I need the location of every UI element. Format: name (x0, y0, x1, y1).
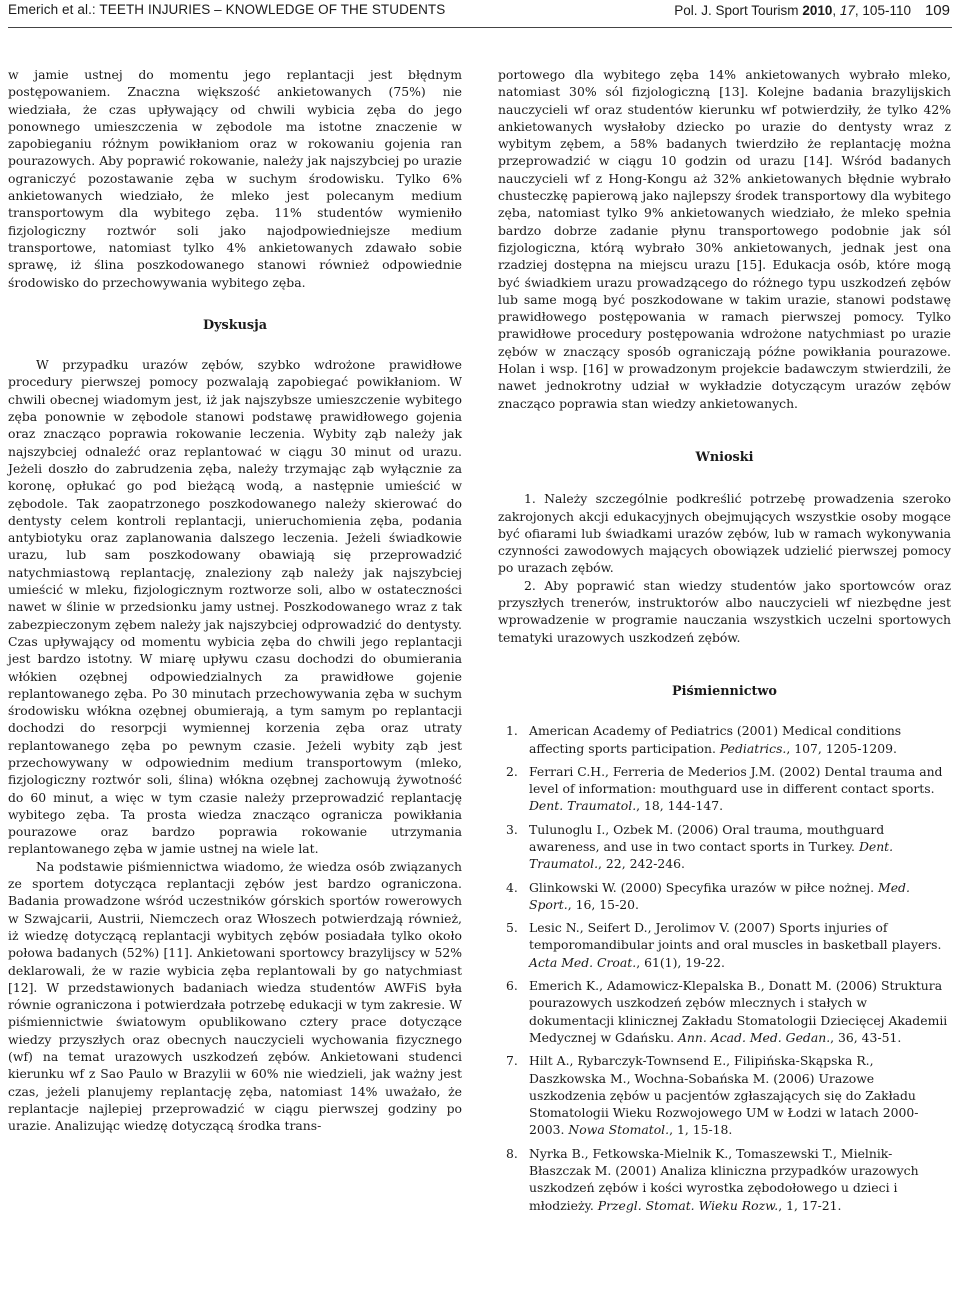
reference-item (498, 977, 951, 1046)
reference-details: , 16, 15-20. (567, 896, 639, 912)
journal-citation: Pol. J. Sport Tourism 2010, 17, 105-110 109 (674, 2, 950, 19)
reference-text: Hilt A., Rybarczyk-Townsend E., Filipińska-Skąpska R., Daszkowska M., Wochna-Sobańska M. (2006) Urazowe uszkodzenia zębów u pacjentów zgłaszających się do Zakładu Stomatologii Wieku Rozwojowego UM w Łodzi w latach 2000-2003. (529, 1053, 919, 1138)
reference-text: Emerich K., Adamowicz-Klepalska B., Donatt M. (2006) Struktura pourazowych uszkodzeń zębów mlecznych i stałych w dokumentacji klinicznej Zakładu Stomatologii Dziecięcej Akademii Medycznej w Gdańsku. (529, 978, 948, 1045)
reference-details: , 22, 242-246. (598, 856, 685, 872)
journal-name: Pol. J. Sport Tourism (674, 3, 799, 18)
reference-details: , 61(1), 19-22. (636, 954, 725, 970)
reference-details: , 1, 17-21. (778, 1197, 842, 1213)
running-title: Emerich et al.: TEETH INJURIES – KNOWLEDGE OF THE STUDENTS (8, 2, 446, 17)
reference-item (498, 879, 951, 914)
reference-item (498, 821, 951, 873)
reference-details: , 18, 144-147. (636, 798, 724, 814)
discussion-paragraph: W przypadku urazów zębów, szybko wdrożone prawidłowe procedury pierwszej pomocy pozwalają zapobiegać powikłaniom. W chwili obecnej wiadomym jest, iż jak najszybsze umieszczenie wybitego zęba ponownie w zębodole stanowi podstawę prawidłowego gojenia oraz znacząco poprawia rokowanie leczenia. Wybity ząb należy jak najszybciej odnaleźć oraz replantować w ciągu 30 minut od urazu. Jeżeli doszło do zabrudzenia zęba, należy trzymając ząb wyłącznie za koronę, opłukać go pod bieżącą wodą, a następnie umieścić w zębodole. Tak zaopatrzonego poszkodowanego należy skierować do dentysty celem kontroli replantacji, unieruchomienia zęba, podania antybiotyku oraz zaplanowania dalszego leczenia. Jeżeli świadkowie urazu, lub sam poszkodowany obawiają się przeprowadzić natychmiastową replantację, znaleziony ząb należy jak najszybciej umieścić w mleku, fizjologicznym roztworze soli, albo w ostateczności nawet w ślinie w przedsionku jamy ustnej. Poszkodowanego wraz z tak zabezpieczonym zębem należy jak najszybciej odprowadzić do dentysty. Czas upływający od momentu wybicia zęba do chwili jego replantacji jest bardzo istotny. W miarę upływu czasu dochodzi do obumierania włókien ozębnej odpowiedzialnych za prawidłowe gojenie replantowanego zęba. Po 30 minutach przechowywania zęba w suchym środowisku włókna ozębnej obumierają, a tym samym po replantacji dochodzi do resorpcji wymiennej korzenia zęba oraz utraty replantowanego zęba po pewnym czasie. Jeżeli wybity ząb jest przechowywany w odpowiednim medium transportowym (mleko, fizjologiczny roztwór soli, ślina) włókna ozębnej zachowują żywotność do 60 minut, a więc w tym czasie należy przeprowadzić replantację wybitego zęba. Ta prosta wiedza znacząco ogranicza powikłania pourazowe oraz bardzo poprawia rokowanie utrzymania replantowanego zęba w jamie ustnej na wiele lat. (8, 357, 462, 857)
page-number: 109 (924, 2, 950, 19)
reference-details: , 107, 1205-1209. (786, 740, 897, 756)
results-paragraph-end: w jamie ustnej do momentu jego replantacji jest błędnym postępowaniem. Znaczna większość ankietowanych (75%) nie wiedziała, że czas upływający od chwili wybicia zęba do jego ponownego umieszczenia w zębodole ma istotne znaczenie w zapobieganiu różnym powikłaniom oraz w rokowaniu gojenia ran pourazowych. Aby poprawić rokowanie, należy jak najszybciej po urazie ograniczyć pozostawanie zęba w suchym środowisku. Tylko 6% ankietowanych wiedziało, że mleko jest polecanym medium transportowym dla wybitego zęba. 11% studentów wymieniło fizjologiczny roztwór soli jako najodpowiedniejsze medium transportowe, natomiast tylko 4% ankietowanych zdawało sobie sprawę, iż ślina poszkodowanego stanowi również odpowiednie środowisko do przechowywania wybitego zęba. (8, 67, 462, 290)
conclusion-item: 1. Należy szczególnie podkreślić potrzebę prowadzenia szeroko zakrojonych akcji edukacyjnych obejmujących wszystkie osoby mogące być ofiarami lub świadkami urazów zębów, lub w ramach wykonywania czynności zawodowych mających obowiązek udzielić pierwszej pomocy po urazach zębów. (498, 491, 951, 576)
reference-number: 3. (506, 821, 518, 837)
left-column (8, 66, 462, 1135)
reference-list (498, 722, 951, 1214)
conclusions-heading: Wnioski (695, 449, 754, 465)
journal-year: 2010 (802, 3, 833, 18)
reference-item (498, 763, 951, 815)
reference-number: 6. (506, 978, 518, 994)
reference-details: , 1, 15-18. (669, 1122, 733, 1138)
page-header (0, 0, 960, 38)
reference-number: 8. (506, 1145, 518, 1161)
reference-journal: Nowa Stomatol. (568, 1122, 670, 1138)
discussion-paragraph: Na podstawie piśmiennictwa wiadomo, że wiedza osób związanych ze sportem dotycząca replantacji zębów jest bardzo ograniczona. Badania prowadzone wśród uczestników górskich sportów rowerowych w Szwajcarii, Austrii, Niemczech oraz Włoszech potwierdzają również, iż wiedzę dotyczącą replantacji wybitych zębów posiadała tylko około połowa badanych (52%) [11]. Ankietowani sportowcy brazylijscy w 52% deklarowali, że w razie wybicia zęba replantowali by go natychmiast [12]. W przedstawionych badaniach wiedza studentów AWFiS była równie ograniczona i potwierdzała potrzebę edukacji w tym zakresie. W piśmiennictwie światowym opublikowano cztery prace dotyczące wiedzy przyszłych oraz obecnych nauczycieli wychowania fizycznego (wf) na temat urazowych uszkodzeń zębów. Ankietowani studenci kierunku wf z Sao Paulo w Brazylii w 60% nie wiedzieli, jak ważny jest czas, jeżeli planujemy replantację zęba, natomiast 14% uważało, że replantacje najlepiej przeprowadzić w ciągu pierwszej godziny po urazie. Analizując wiedzę dotyczącą środka trans- (8, 858, 462, 1134)
reference-journal: Przegl. Stomat. Wieku Rozw. (597, 1197, 779, 1213)
reference-text: Tulunoglu I., Ozbek M. (2006) Oral trauma, mouthguard awareness, and use in two contact sports in Turkey. (529, 821, 885, 854)
reference-journal: Dent. Traumatol. (529, 838, 894, 872)
journal-pages: 105-110 (862, 3, 911, 18)
reference-number: 7. (506, 1053, 518, 1069)
reference-journal: Med. Sport. (529, 879, 910, 912)
references-heading: Piśmiennictwo (672, 683, 777, 699)
reference-journal: Ann. Acad. Med. Gedan. (677, 1029, 831, 1045)
reference-item (498, 1145, 951, 1214)
conclusion-item: 2. Aby poprawić stan wiedzy studentów jako sportowców oraz przyszłych trenerów, instruktorów albo nauczycieli wf niezbędne jest wprowadzenie w programie nauczania wszystkich uczelni sportowych tematyki urazowych uszkodzeń zębów. (498, 577, 951, 645)
reference-number: 5. (506, 920, 518, 936)
reference-number: 4. (506, 879, 518, 895)
reference-text: Nyrka B., Fetkowska-Mielnik K., Tomaszewski T., Mielnik-Błaszczak M. (2001) Analiza klinicznа przypadków urazowych uszkodzeń zębów i kości wyrostka zębodołowego u dzieci i młodzieży. (529, 1145, 919, 1213)
reference-item (498, 919, 951, 971)
journal-volume: 17 (839, 3, 855, 18)
reference-number: 1. (506, 723, 518, 739)
right-column (498, 66, 951, 1220)
reference-item (498, 722, 951, 757)
discussion-heading: Dyskusja (202, 317, 268, 333)
reference-details: , 36, 43-51. (830, 1029, 902, 1045)
reference-text: Ferrari C.H., Ferreria de Mederios J.M. (2002) Dental trauma and level of information: mouthguard use in different contact sports. (529, 763, 943, 797)
reference-journal: Acta Med. Croat. (529, 954, 637, 970)
reference-journal: Pediatrics. (719, 740, 787, 756)
discussion-paragraph-continued: portowego dla wybitego zęba 14% ankietowanych wybrało mleko, natomiast 30% sól fizjologiczną [13]. Kolejne badania brazylijskich nauczycieli wf oraz studentów kierunku wf potwierdziły, że tylko 42% ankietowanych wysłałoby dziecko po urazie do dentysty wraz z wybitym zębem, a 58% badanych twierdziło że replantację można przeprowadzić w ciągu 10 godzin od urazu [14]. Wśród badanych nauczycieli wf z Hong-Kongu aż 32% ankietowanych błędnie wybrało chusteczkę papierową jako najlepszy środek transportowy dla wybitego zęba, natomiast tylko 9% ankietowanych wiedziało, że mleko spełnia bardzo dobrze zadanie płynu transportowego podobnie jak sól fizjologiczna, którą wybrało 30% ankietowanych, jednak jest ona rzadziej dostępna na miejscu urazu [15]. Edukacja osób, które mogą być świadkiem urazu prowadzącego do różnego typu uszkodzeń zębów lub same mogą być poszkodowane w takim urazie, stanowi podstawę prawidłowego postępowania w ramach pierwszej pomocy. Tylko prawidłowe procedury postępowania wdrożone natychmiast po urazie zębów w znaczący sposób ograniczają późne powikłania pourazowe. Holan i wsp. [16] w prowadzonym projekcie badawczym stwierdzili, że nawet jednokrotny udział w wykładzie dotyczącym urazów zębów znacząco poprawia stan wiedzy ankietowanych. (498, 67, 951, 411)
reference-item (498, 1052, 951, 1138)
header-rule (8, 27, 952, 28)
reference-text: Lesic N., Seifert D., Jerolimov V. (2007) Sports injuries of temporomandibular joints and oral muscles in basketball players. (529, 920, 942, 953)
reference-journal: Dent. Traumatol. (529, 798, 637, 814)
reference-number: 2. (506, 763, 518, 779)
reference-text: Glinkowski W. (2000) Specyfika urazów w piłce nożnej. (529, 879, 879, 895)
reference-text: American Academy of Pediatrics (2001) Medical conditions affecting sports participation. (529, 723, 902, 756)
